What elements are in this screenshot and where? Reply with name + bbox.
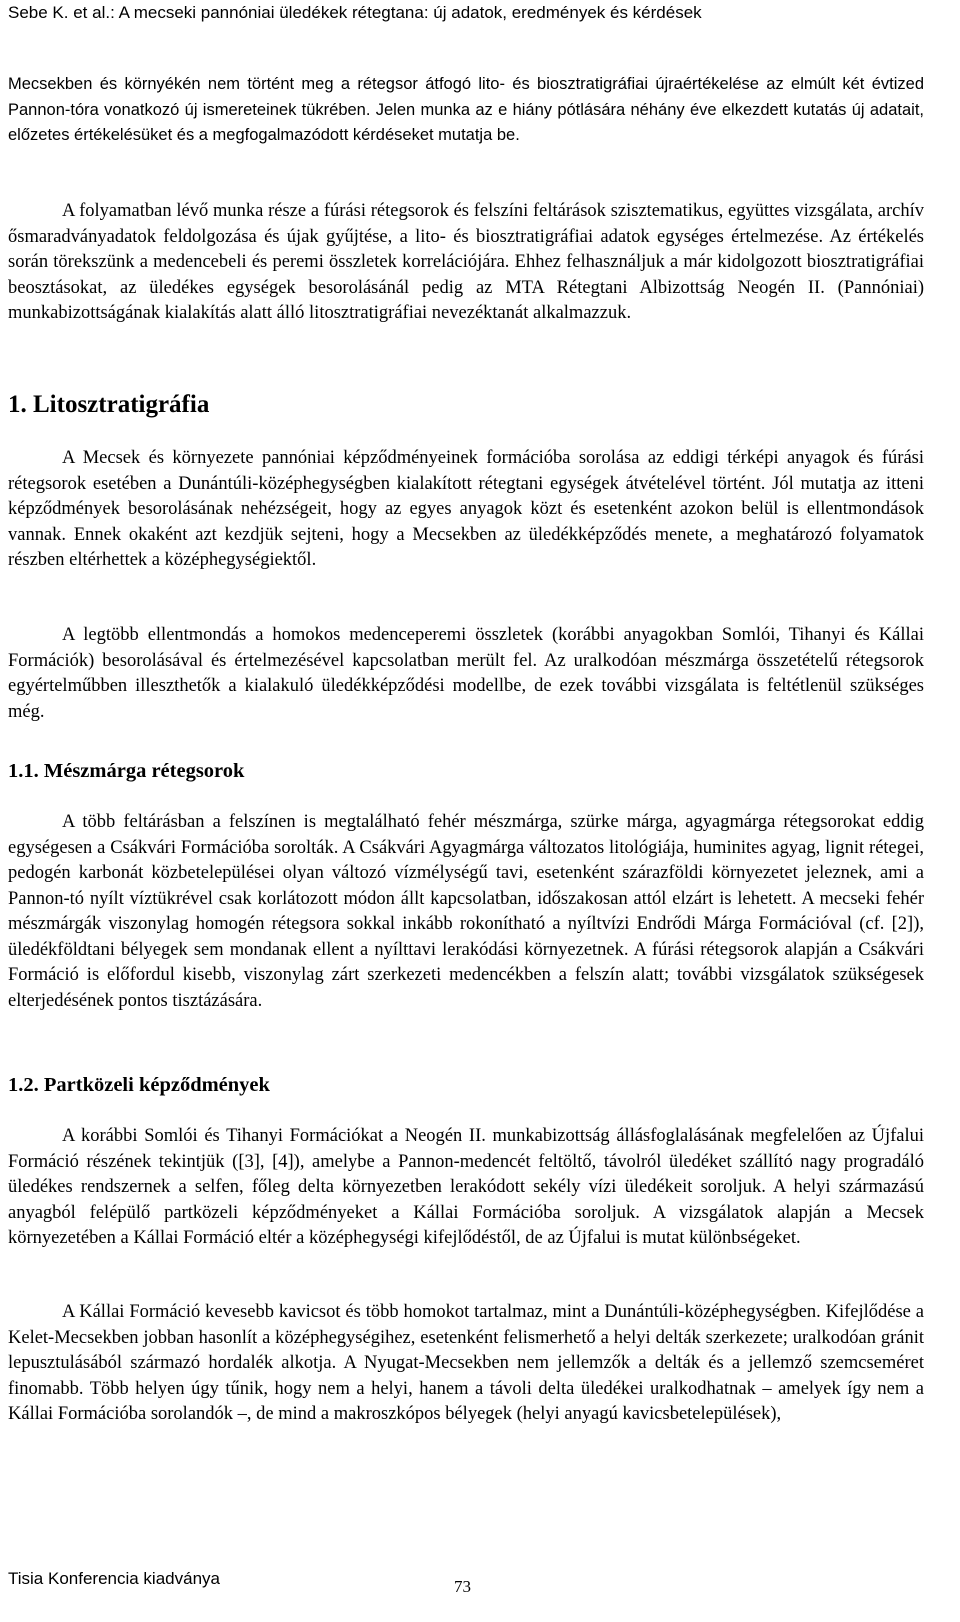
paragraph-nearshore-2: A Kállai Formáció kevesebb kavicsot és több homokot tartalmaz, mint a Dunántúli-középhegységben. Kifejlődése a Kelet-Mecsekben jobban hasonlít a középhegységihez, esetenként felismerhető a helyi delták szerkezete; uralkodóan gránit lepusztulásából származó hordalék alkotja. A Nyugat-Mecsekben nem jellemzők a delták és a jellemző szemcseméret finomabb. Több helyen úgy tűnik, hogy nem a helyi, hanem a távoli delta üledékei uralkodhatnak – amelyek így nem a Kállai Formációba sorolandók –, de mind a makroszkópos bélyegek (helyi anyagú kavicsbetelepülések),	[8, 1302, 924, 1424]
running-title: Sebe K. et al.: A mecseki pannóniai üledékek rétegtana: új adatok, eredmények és kérdések	[8, 3, 702, 22]
footer-journal: Tisia Konferencia kiadványa	[8, 1569, 220, 1588]
paragraph-methods: A folyamatban lévő munka része a fúrási rétegsorok és felszíni feltárások szisztematikus, együttes vizsgálata, archív ősmaradványadatok feldolgozása és újak gyűjtése, a lito- és biosztratigráfiai adatok egységes értelmezése. Az értékelés során törekszünk a medencebeli és peremi összletek korrelációjára. Ehhez felhasználjuk a már kidolgozott biosztratigráfiai beosztásokat, az üledékes egységek besorolásánál pedig az MTA Rétegtani Albizottság Neogén II. (Pannóniai) munkabizottságának kialakítás alatt álló litosztratigráfiai nevezéktanát alkalmazzuk.	[8, 201, 924, 323]
paragraph-marl: A több feltárásban a felszínen is megtalálható fehér mészmárga, szürke márga, agyagmárga rétegsorokat eddig egységesen a Csákvári Formációba sorolták. A Csákvári Agyagmárga változatos litológiája, huminites agyag, lignit rétegei, pedogén karbonát közbetelepülései olyan változó vízmélységű tavi, esetenként szárazföldi környezetet jeleznek, ami a Pannon-tó nyílt víztükrével csak korlátozott módon állt kapcsolatban, időszakosan attól elzárt is lehetett. A mecseki fehér mészmárgák viszonylag homogén rétegsora sokkal inkább rokonítható a nyíltvízi Endrődi Márga Formációval (cf. [2]), üledékföldtani bélyegek sem mondanak ellent a nyílttavi lerakódási környezetnek. A fúrási rétegsorok alapján a Csákvári Formáció is előfordul kisebb, viszonylag zárt szerkezeti medencékben a felszín alatt; további vizsgálatok szükségesek elterjedésének pontos tisztázására.	[8, 812, 924, 1011]
subsection-heading-marl: 1.1. Mészmárga rétegsorok	[8, 760, 245, 782]
subsection-heading-nearshore: 1.2. Partközeli képződmények	[8, 1074, 270, 1096]
paragraph-lithostratigraphy-2: A legtöbb ellentmondás a homokos medenceperemi összletek (korábbi anyagokban Somlói, Tihanyi és Kállai Formációk) besorolásával és értelmezésével kapcsolatban merült fel. Az uralkodóan mészmárga összetételű rétegsorok egyértelműbben illeszthetők a kialakuló üledékképződési modellbe, de ezek további vizsgálata is feltétlenül szükséges még.	[8, 625, 924, 722]
intro-paragraph: Mecsekben és környékén nem történt meg a rétegsor átfogó lito- és biosztratigráfiai újraértékelése az elmúlt két évtized Pannon-tóra vonatkozó új ismereteinek tükrében. Jelen munka az e hiány pótlására néhány éve elkezdett kutatás új adatait, előzetes értékelésüket és a megfogalmazódott kérdéseket mutatja be.	[8, 75, 924, 144]
page-number: 73	[454, 1577, 471, 1596]
section-heading-lithostratigraphy: 1. Litosztratigráfia	[8, 391, 210, 418]
paragraph-nearshore-1: A korábbi Somlói és Tihanyi Formációkat a Neogén II. munkabizottság állásfoglalásának megfelelően az Újfalui Formáció részének tekintjük ([3], [4]), amelybe a Pannon-medencét feltöltő, távolról üledéket szállító nagy progradáló üledékes rendszernek a selfen, főleg delta környezetben lerakódott sekély vízi üledékeit soroljuk. A helyi származású anyagból felépülő partközeli képződményeket a Kállai Formációba soroljuk. A vizsgálatok alapján a Mecsek környezetében a Kállai Formáció eltér a középhegységi kifejlődéstől, de az Újfalui is mutat különbségeket.	[8, 1126, 924, 1248]
paragraph-lithostratigraphy-1: A Mecsek és környezete pannóniai képződményeinek formációba sorolása az eddigi térképi anyagok és fúrási rétegsorok esetében a Dunántúli-középhegységben kialakított rétegtani egységek átvételével történt. Jól mutatja az itteni képződmények besorolásának nehézségeit, hogy az egyes anyagok közt és esetenként azokon belül is ellentmondások vannak. Ennek okaként azt kezdjük sejteni, hogy a Mecsekben az üledékképződés menete, a meghatározó folyamatok részben eltérhettek a középhegységiektől.	[8, 448, 924, 570]
